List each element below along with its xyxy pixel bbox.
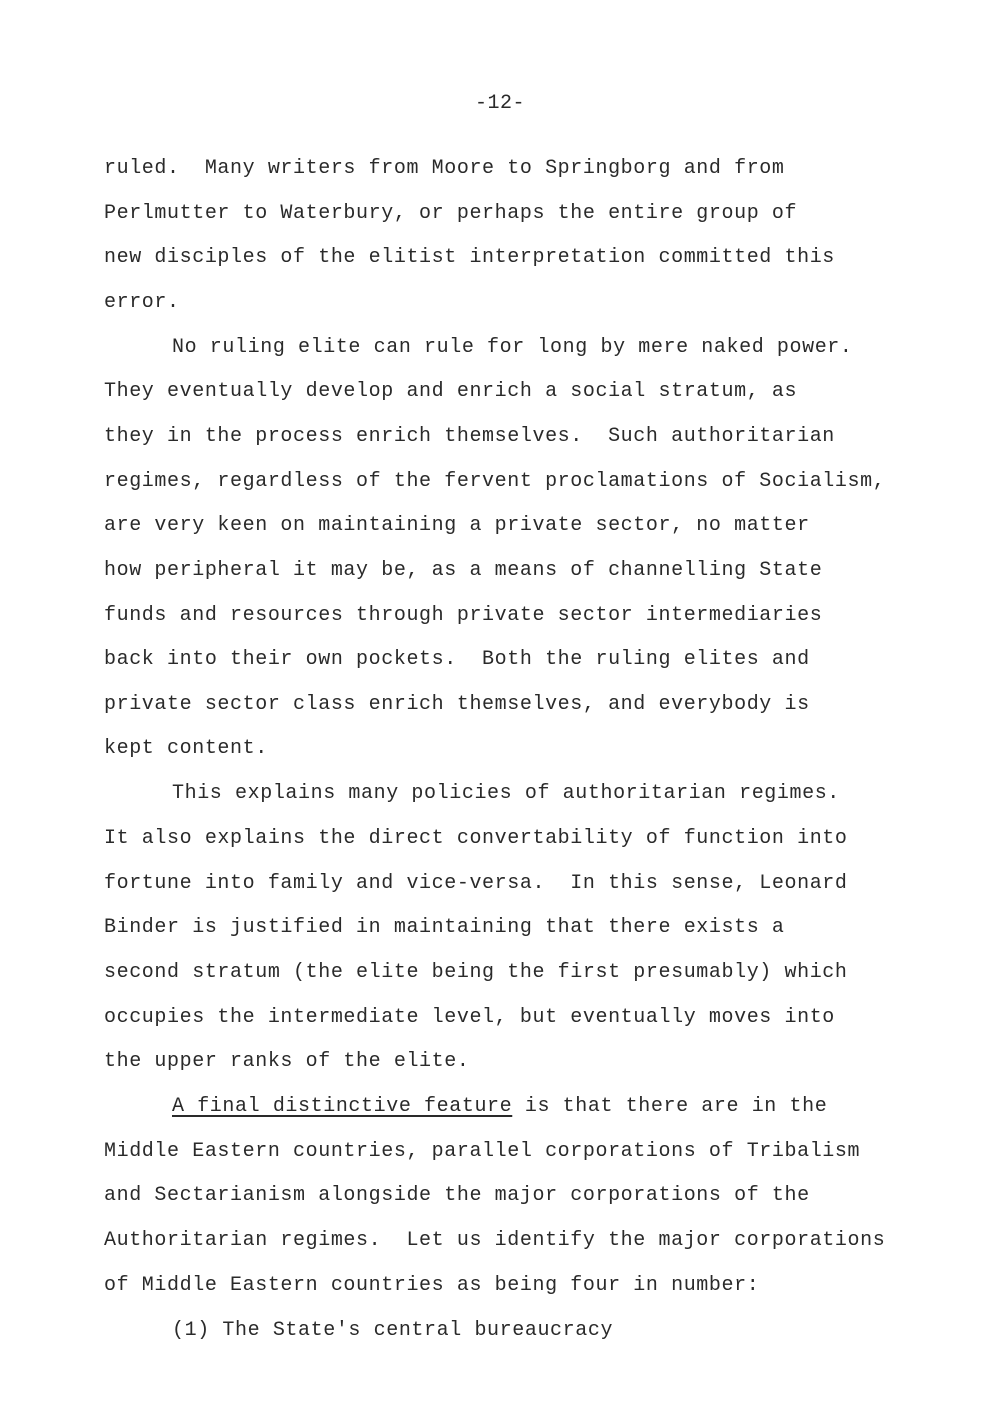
text-line: Authoritarian regimes. Let us identify the major corporations xyxy=(104,1229,886,1252)
list-item: (1) The State's central bureaucracy xyxy=(172,1319,614,1342)
text-line: private sector class enrich themselves, and everybody is xyxy=(104,693,810,716)
text-line xyxy=(172,1095,827,1119)
text-line: funds and resources through private sector intermediaries xyxy=(104,604,823,627)
text-line: fortune into family and vice-versa. In this sense, Leonard xyxy=(104,872,848,895)
text-line: back into their own pockets. Both the ruling elites and xyxy=(104,648,810,671)
text-line: are very keen on maintaining a private sector, no matter xyxy=(104,514,810,537)
text-line: occupies the intermediate level, but eventually moves into xyxy=(104,1006,835,1029)
text-line: regimes, regardless of the fervent proclamations of Socialism, xyxy=(104,470,886,493)
text-line: kept content. xyxy=(104,737,268,760)
text-line: No ruling elite can rule for long by mere naked power. xyxy=(172,336,853,359)
text-line-continuation: is that there are in the xyxy=(524,1095,828,1118)
text-line: second stratum (the elite being the first presumably) which xyxy=(104,961,848,984)
text-line: of Middle Eastern countries as being four in number: xyxy=(104,1274,760,1297)
text-line: ruled. Many writers from Moore to Springborg and from xyxy=(104,157,785,180)
text-line: and Sectarianism alongside the major corporations of the xyxy=(104,1184,810,1207)
text-line: how peripheral it may be, as a means of channelling State xyxy=(104,559,823,582)
text-line: Middle Eastern countries, parallel corporations of Tribalism xyxy=(104,1140,861,1163)
text-line: They eventually develop and enrich a social stratum, as xyxy=(104,380,798,403)
underlined-phrase: A final distinctive feature xyxy=(172,1095,513,1118)
text-line: error. xyxy=(104,291,180,314)
page-number: -12- xyxy=(474,92,525,115)
text-line: they in the process enrich themselves. Such authoritarian xyxy=(104,425,835,448)
text-line: It also explains the direct convertability of function into xyxy=(104,827,848,850)
text-line: Perlmutter to Waterbury, or perhaps the entire group of xyxy=(104,202,798,225)
text-line: new disciples of the elitist interpretation committed this xyxy=(104,246,835,269)
text-line: the upper ranks of the elite. xyxy=(104,1050,470,1073)
text-line: This explains many policies of authoritarian regimes. xyxy=(172,782,840,805)
text-line: Binder is justified in maintaining that there exists a xyxy=(104,916,785,939)
